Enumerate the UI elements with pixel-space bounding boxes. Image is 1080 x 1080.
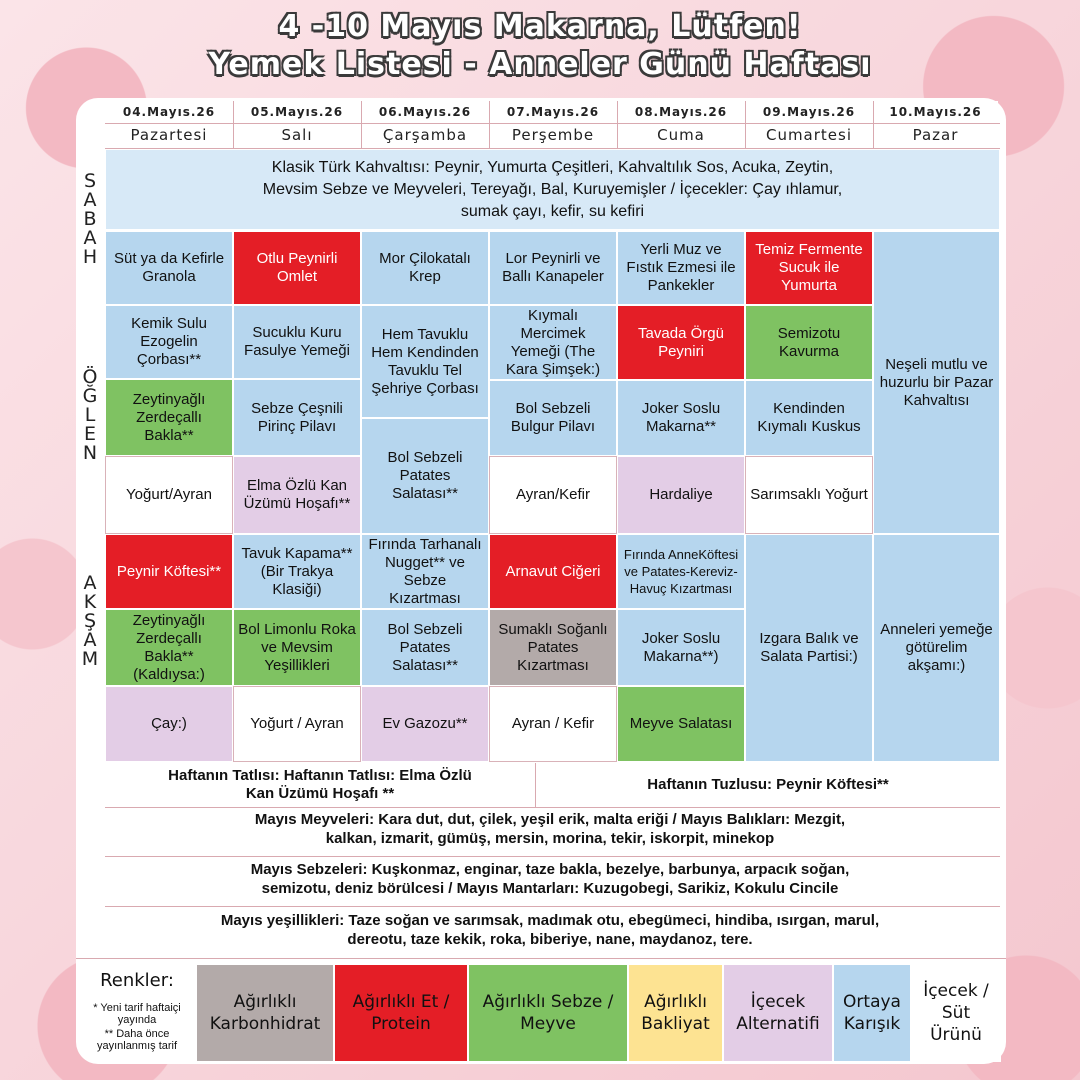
menu-item-mon-lunch-1: Kemik Sulu Ezogelin Çorbası** <box>105 305 233 379</box>
section-label-oglen: Ö Ğ L E N <box>82 366 98 464</box>
legend-drink-dairy: İçecek / Süt Ürünü <box>911 964 1001 1062</box>
menu-item-tue-dinner-1: Tavuk Kapama** (Bir Trakya Klasiği) <box>233 534 361 609</box>
legend-mixed: Ortaya Karışık <box>833 964 911 1062</box>
day-date-fri: 08.Mayıs.26 <box>617 101 745 123</box>
menu-item-fri-dinner-1: Fırında AnneKöftesi ve Patates-Kereviz-Havuç Kızartması <box>617 534 745 609</box>
day-date-wed: 06.Mayıs.26 <box>361 101 489 123</box>
menu-item-tue-dinner-3: Yoğurt / Ayran <box>233 686 361 762</box>
menu-item-mon-dinner-2: Zeytinyağlı Zerdeçallı Bakla** (Kaldıysa:) <box>105 609 233 686</box>
section-label-sabah: S A B A H <box>82 170 98 268</box>
menu-item-sat-lunch-3: Sarımsaklı Yoğurt <box>745 456 873 534</box>
menu-item-tue-lunch-1: Sucuklu Kuru Fasulye Yemeği <box>233 305 361 379</box>
menu-item-wed-breakfast: Mor Çilokatalı Krep <box>361 231 489 305</box>
menu-item-fri-lunch-3: Hardaliye <box>617 456 745 534</box>
menu-item-sat-breakfast: Temiz Fermente Sucuk ile Yumurta <box>745 231 873 305</box>
day-name-mon: Pazartesi <box>105 123 233 147</box>
day-date-sat: 09.Mayıs.26 <box>745 101 873 123</box>
legend-note-published: ** Daha önce yayınlanmış tarif <box>96 1028 178 1052</box>
menu-item-wed-dinner-3: Ev Gazozu** <box>361 686 489 762</box>
menu-item-thu-dinner-1: Arnavut Ciğeri <box>489 534 617 609</box>
menu-item-mon-lunch-3: Yoğurt/Ayran <box>105 456 233 534</box>
legend-legume: Ağırlıklı Bakliyat <box>628 964 723 1062</box>
menu-item-sat-lunch-2: Kendinden Kıymalı Kuskus <box>745 380 873 456</box>
menu-item-tue-dinner-2: Bol Limonlu Roka ve Mevsim Yeşillikleri <box>233 609 361 686</box>
legend-drink-alternative: İçecek Alternatifi <box>723 964 833 1062</box>
day-name-tue: Salı <box>233 123 361 147</box>
menu-item-mon-dinner-3: Çay:) <box>105 686 233 762</box>
day-date-sun: 10.Mayıs.26 <box>873 101 998 123</box>
legend-note-new: * Yeni tarif haftaiçi yayında <box>93 1002 181 1026</box>
menu-item-mon-breakfast: Süt ya da Kefirle Granola <box>105 231 233 305</box>
day-date-thu: 07.Mayıs.26 <box>489 101 617 123</box>
section-label-aksam: A K Ş A M <box>81 572 99 670</box>
title-line-1: 4 -10 Mayıs Makarna, Lütfen! <box>278 9 802 44</box>
menu-item-sun-dinner: Anneleri yemeğe götürelim akşamı:) <box>873 534 1000 762</box>
day-name-wed: Çarşamba <box>361 123 489 147</box>
legend-carbohydrate: Ağırlıklı Karbonhidrat <box>196 964 334 1062</box>
menu-item-thu-breakfast: Lor Peynirli ve Ballı Kanapeler <box>489 231 617 305</box>
menu-item-sun-lunch: Neşeli mutlu ve huzurlu bir Pazar Kahvaltısı <box>873 231 1000 534</box>
breakfast-classic: Klasik Türk Kahvaltısı: Peynir, Yumurta Çeşitleri, Kahvaltılık Sos, Acuka, Zeytin, Mevsim Sebze ve Meyveleri, Tereyağı, Bal, Kuruyemişler / İçecekler: Çay ıhlamur, sumak çayı, kefir, su kefiri <box>105 149 1000 230</box>
seasonal-vegetables: Mayıs Sebzeleri: Kuşkonmaz, enginar, taze bakla, bezelye, barbunya, arpacık soğan, semizotu, deniz börülcesi / Mayıs Mantarları: Kuzugobegi, Sarikiz, Kokulu Cincile <box>250 861 850 897</box>
seasonal-greens: Mayıs yeşillikleri: Taze soğan ve sarımsak, madımak otu, ebegümeci, hindiba, ısırgan, marul, dereotu, taze kekik, roka, biberiye, nane, maydanoz, tere. <box>220 912 880 948</box>
menu-item-tue-lunch-3: Elma Özlü Kan Üzümü Hoşafı** <box>233 456 361 534</box>
legend-title: Renkler: <box>100 970 174 991</box>
legend-protein: Ağırlıklı Et / Protein <box>334 964 468 1062</box>
menu-item-tue-breakfast: Otlu Peynirli Omlet <box>233 231 361 305</box>
menu-item-thu-lunch-3: Ayran/Kefir <box>489 456 617 534</box>
menu-item-fri-dinner-3: Meyve Salatası <box>617 686 745 762</box>
weekly-salty: Haftanın Tuzlusu: Peynir Köftesi** <box>536 763 1000 807</box>
menu-item-wed-lunch-1: Hem Tavuklu Hem Kendinden Tavuklu Tel Şehriye Çorbası <box>361 305 489 418</box>
title-line-2: Yemek Listesi - Anneler Günü Haftası <box>208 47 872 82</box>
menu-item-mon-lunch-2: Zeytinyağlı Zerdeçallı Bakla** <box>105 379 233 456</box>
day-name-sat: Cumartesi <box>745 123 873 147</box>
menu-item-thu-dinner-2: Sumaklı Soğanlı Patates Kızartması <box>489 609 617 686</box>
day-name-thu: Perşembe <box>489 123 617 147</box>
day-date-mon: 04.Mayıs.26 <box>105 101 233 123</box>
day-date-tue: 05.Mayıs.26 <box>233 101 361 123</box>
menu-item-sat-dinner: Izgara Balık ve Salata Partisi:) <box>745 534 873 762</box>
seasonal-fruits: Mayıs Meyveleri: Kara dut, dut, çilek, yeşil erik, malta eriği / Mayıs Balıkları: Mezgit, kalkan, izmarit, gümüş, mersin, morina, tekir, iskorpit, minekop <box>254 811 846 847</box>
menu-item-wed-lunch-2: Bol Sebzeli Patates Salatası** <box>361 418 489 534</box>
menu-item-thu-lunch-1: Kıymalı Mercimek Yemeği (The Kara Şimşek:) <box>489 305 617 380</box>
legend-vegetable-fruit: Ağırlıklı Sebze / Meyve <box>468 964 628 1062</box>
menu-item-fri-dinner-2: Joker Soslu Makarna**) <box>617 609 745 686</box>
menu-item-thu-lunch-2: Bol Sebzeli Bulgur Pilavı <box>489 380 617 456</box>
menu-item-fri-breakfast: Yerli Muz ve Fıstık Ezmesi ile Pankekler <box>617 231 745 305</box>
menu-item-fri-lunch-1: Tavada Örgü Peyniri <box>617 305 745 380</box>
menu-item-wed-dinner-1: Fırında Tarhanalı Nugget** ve Sebze Kızartması <box>361 534 489 609</box>
day-name-sun: Pazar <box>873 123 998 147</box>
menu-item-wed-dinner-2: Bol Sebzeli Patates Salatası** <box>361 609 489 686</box>
menu-item-mon-dinner-1: Peynir Köftesi** <box>105 534 233 609</box>
day-name-fri: Cuma <box>617 123 745 147</box>
menu-item-fri-lunch-2: Joker Soslu Makarna** <box>617 380 745 456</box>
menu-item-thu-dinner-3: Ayran / Kefir <box>489 686 617 762</box>
page-title <box>0 8 1080 84</box>
weekly-sweet: Haftanın Tatlısı: Haftanın Tatlısı: Elma Özlü Kan Üzümü Hoşafı ** <box>105 763 535 807</box>
menu-item-tue-lunch-2: Sebze Çeşnili Pirinç Pilavı <box>233 379 361 456</box>
menu-item-sat-lunch-1: Semizotu Kavurma <box>745 305 873 380</box>
